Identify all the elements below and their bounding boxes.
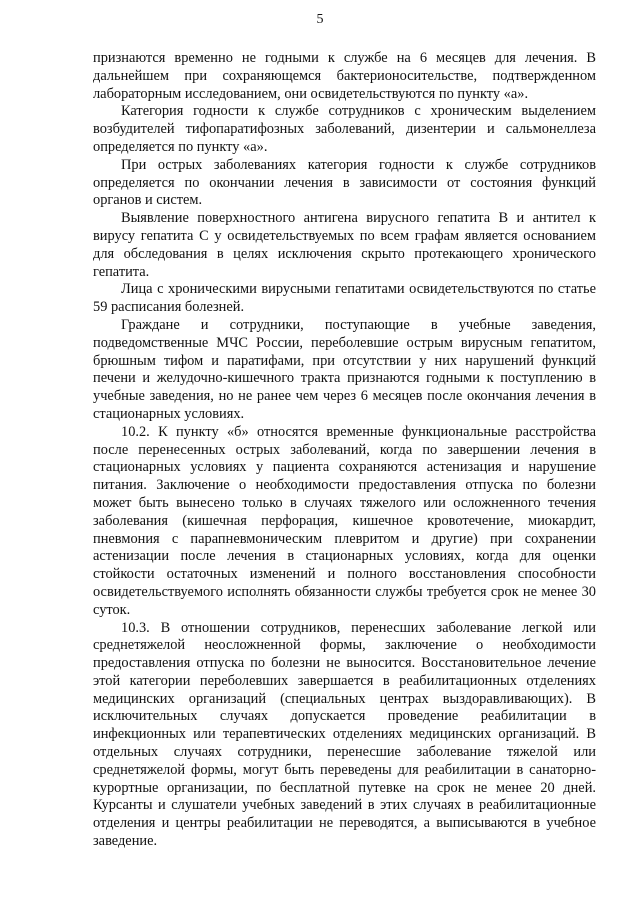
paragraph-10-3: 10.3. В отношении сотрудников, перенесших заболевание легкой или среднетяжелой неосложненной формы, заключение о необходимости предоставления отпуска по болезни не выносится. Восстановительное лечение этой категории переболевших завершается в реабилитационных отделениях медицинских организаций (специальных центрах выздоравливающих). В исключительных случаях допускается проведение реабилитации в инфекционных или терапевтических отделениях медицинских организаций. В отдельных случаях сотрудники, перенесшие заболевание тяжелой или среднетяжелой формы, могут быть переведены для реабилитации в санаторно-курортные организации, по бесплатной путевке на срок не менее 20 дней. Курсанты и слушатели учебных заведений в этих случаях в реабилитационные отделения и центры реабилитации не переводятся, а выписываются в учебное заведение. <box>93 619 596 850</box>
paragraph-category-chronic-carriers: Категория годности к службе сотрудников с хроническим выделением возбудителей тифопаратифозных заболеваний, дизентерии и сальмонеллеза определяется по пункту «а». <box>93 103 596 155</box>
paragraph-acute-diseases: При острых заболеваниях категория годности к службе сотрудников определяется по окончании лечения в зависимости от состояния функций органов и систем. <box>93 156 596 209</box>
paragraph-chronic-hepatitis: Лица с хроническими вирусными гепатитами освидетельствуются по статье 59 расписания болезней. <box>93 281 596 316</box>
document-body <box>93 50 596 851</box>
paragraph-continuation: признаются временно не годными к службе на 6 месяцев для лечения. В дальнейшем при сохраняющемся бактерионосительстве, подтвержденном лабораторным исследованием, они освидетельствуются по пункту «а». <box>93 50 596 102</box>
page-number: 5 <box>316 12 324 27</box>
paragraph-students-admission: Граждане и сотрудники, поступающие в учебные заведения, подведомственные МЧС России, переболевшие острым вирусным гепатитом, брюшным тифом и паратифами, при отсутствии у них нарушений функций печени и желудочно-кишечного тракта признаются годными к поступлению в учебные заведения, но не ранее чем через 6 месяцев после окончания лечения в стационарных условиях. <box>93 316 596 422</box>
paragraph-10-2: 10.2. К пункту «б» относятся временные функциональные расстройства после перенесенных острых заболеваний, когда по завершении лечения в стационарных условиях у пациента сохраняются астенизация и нарушение питания. Заключение о необходимости предоставления отпуска по болезни может быть вынесено только в случаях тяжелого или осложненного течения заболевания (кишечная перфорация, кишечное кровотечение, миокардит, пневмония с парапневмоническим плевритом и другие) при сохранении астенизации после лечения в стационарных условиях, когда для оценки стойкости остаточных изменений и полного восстановления способности освидетельствуемого исполнять обязанности службы требуется срок не менее 30 суток. <box>93 423 596 618</box>
paragraph-hepatitis-antigen: Выявление поверхностного антигена вирусного гепатита В и антител к вирусу гепатита С у освидетельствуемых по всем графам является основанием для обследования в целях исключения скрыто протекающего хронического гепатита. <box>93 210 596 280</box>
